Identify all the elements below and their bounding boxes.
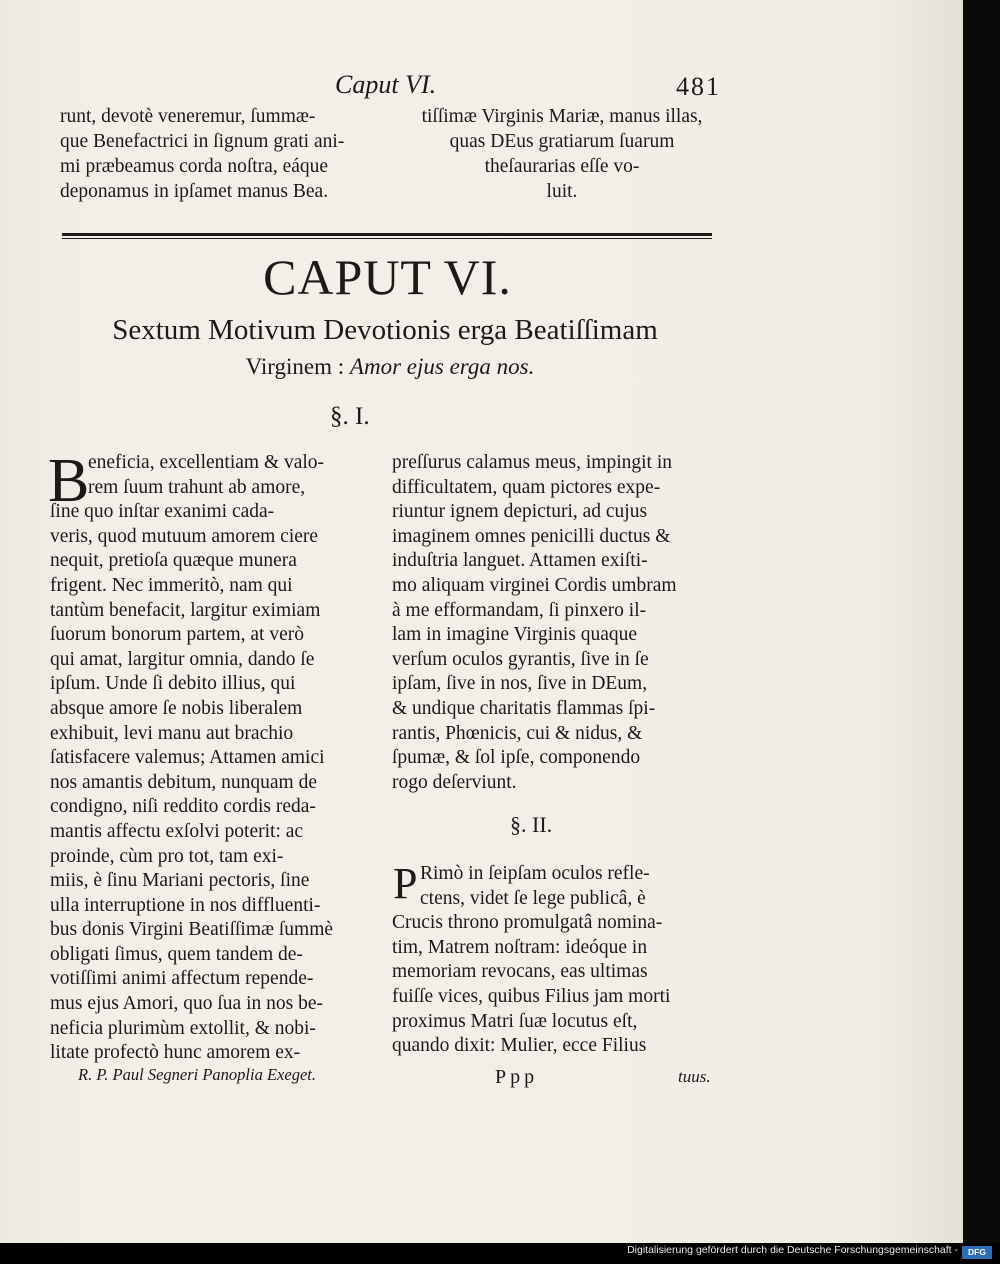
text-line: eneficia, excellentiam & valo- <box>88 452 325 473</box>
text-line: veris, quod mutuum amorem ciere <box>50 525 319 547</box>
divider-rule <box>62 233 712 236</box>
text-line: que Benefactrici in ſignum grati ani- <box>60 131 345 152</box>
text-line: mus ejus Amori, quo ſua in nos be- <box>50 993 323 1015</box>
text-line: proximus Matri ſuæ locutus eſt, <box>392 1010 638 1032</box>
digitization-credit: Digitalisierung gefördert durch die Deutsche Forschungsgemeinschaft - <box>627 1244 958 1256</box>
text-line: litate profectò hunc amorem ex- <box>50 1042 301 1064</box>
text-line: luit. <box>546 181 578 202</box>
text-line: miis, è ſinu Mariani pectoris, ſine <box>50 870 310 892</box>
text-line: riuntur ignem depicturi, ad cujus <box>392 501 648 523</box>
top-left-text <box>60 104 380 204</box>
text-line: nequit, pretioſa quæque munera <box>50 550 297 572</box>
text-line: frigent. Nec immeritò, nam qui <box>50 574 293 596</box>
text-line: à me efformandam, ſi pinxero il- <box>392 599 647 621</box>
section-heading-1: §. I. <box>330 403 370 430</box>
dfg-logo: DFG <box>962 1246 992 1259</box>
text-line: proinde, cùm pro tot, tam exi- <box>50 845 284 867</box>
text-line: ſuorum bonorum partem, at verò <box>50 624 304 646</box>
signature-mark: Ppp <box>495 1066 539 1088</box>
text-line: nos amantis debitum, nunquam de <box>50 771 318 793</box>
text-line: quando dixit: Mulier, ecce Filius <box>392 1035 647 1057</box>
text-line: theſaurarias eſſe vo- <box>484 156 640 177</box>
text-line: Crucis throno promulgatâ nomina- <box>392 912 663 934</box>
text-line: ſine quo inſtar exanimi cada- <box>50 501 275 523</box>
text-line: mantis affectu exſolvi poterit: ac <box>50 820 304 842</box>
text-line: neficia plurimùm extollit, & nobi- <box>50 1017 316 1039</box>
subtitle-plain: Virginem : <box>245 354 345 379</box>
text-line: imaginem omnes penicilli ductus & <box>392 525 671 547</box>
text-line: exhibuit, levi manu aut brachio <box>50 722 294 744</box>
chapter-title: CAPUT VI. <box>263 249 512 305</box>
left-column <box>48 447 370 1066</box>
text-line: mi præbeamus corda noſtra, eáque <box>60 156 329 177</box>
text-line: rogo deſerviunt. <box>392 771 517 793</box>
text-line: Rimò in ſeipſam oculos refle- <box>420 863 650 884</box>
text-line: tiſſimæ Virginis Mariæ, manus illas, <box>421 106 703 127</box>
text-line: induſtria languet. Attamen exiſti- <box>392 550 648 572</box>
text-line: & undique charitatis flammas ſpi- <box>392 697 656 719</box>
footnote: R. P. Paul Segneri Panoplia Exeget. <box>78 1065 316 1084</box>
subtitle-italic: Amor ejus erga nos. <box>349 354 535 379</box>
catchword: tuus. <box>678 1067 711 1086</box>
text-line: qui amat, largitur omnia, dando ſe <box>50 648 315 670</box>
chapter-subtitle-line1: Sextum Motivum Devotionis erga Beatiſſimam <box>112 314 658 346</box>
right-column-section2 <box>392 859 712 1059</box>
text-line: tantùm benefacit, largitur eximiam <box>50 599 321 621</box>
text-line: ipſam, ſive in nos, ſive in DEum, <box>392 673 648 695</box>
top-right-text <box>402 104 722 204</box>
text-line: ipſum. Unde ſi debito illius, qui <box>50 673 296 695</box>
text-line: rantis, Phœnicis, cui & nidus, & <box>392 722 643 744</box>
text-line: mo aliquam virginei Cordis umbram <box>392 574 677 596</box>
right-column <box>392 451 712 795</box>
chapter-subtitle-line2 <box>200 354 580 380</box>
section-heading-2: §. II. <box>510 812 553 837</box>
text-line: runt, devotè veneremur, ſummæ- <box>60 106 316 127</box>
text-line: fuiſſe vices, quibus Filius jam morti <box>392 985 671 1007</box>
text-line: tim, Matrem noſtram: ideóque in <box>392 936 648 958</box>
text-line: ſatisfacere valemus; Attamen amici <box>50 747 325 769</box>
text-line: absque amore ſe nobis liberalem <box>50 697 303 719</box>
text-line: votiſſimi animi affectum repende- <box>50 968 314 990</box>
text-line: difficultatem, quam pictores expe- <box>392 476 661 498</box>
drop-cap-b: B <box>48 447 90 515</box>
running-title: Caput VI. <box>335 70 437 99</box>
text-line: bus donis Virgini Beatiſſimæ ſummè <box>50 919 334 941</box>
text-line: lam in imagine Virginis quaque <box>392 624 638 646</box>
text-line: ſpumæ, & ſol ipſe, componendo <box>392 747 641 769</box>
divider-rule-thin <box>62 238 712 239</box>
text-line: quas DEus gratiarum ſuarum <box>449 131 675 152</box>
text-line: verſum oculos gyrantis, ſive in ſe <box>392 648 649 670</box>
page-number: 481 <box>676 72 721 101</box>
text-line: memoriam revocans, eas ultimas <box>392 961 648 983</box>
text-line: ctens, videt ſe lege publicâ, è <box>420 887 646 909</box>
scan-edge <box>963 0 1000 1243</box>
drop-cap-p: P <box>393 859 418 908</box>
text-line: rem ſuum trahunt ab amore, <box>88 476 306 498</box>
text-line: deponamus in ipſamet manus Bea. <box>60 181 329 202</box>
text-line: preſſurus calamus meus, impingit in <box>392 452 672 473</box>
text-line: condigno, niſi reddito cordis reda- <box>50 796 316 818</box>
text-line: obligati ſimus, quem tandem de- <box>50 943 303 965</box>
text-line: ulla interruptione in nos diffluenti- <box>50 894 321 916</box>
